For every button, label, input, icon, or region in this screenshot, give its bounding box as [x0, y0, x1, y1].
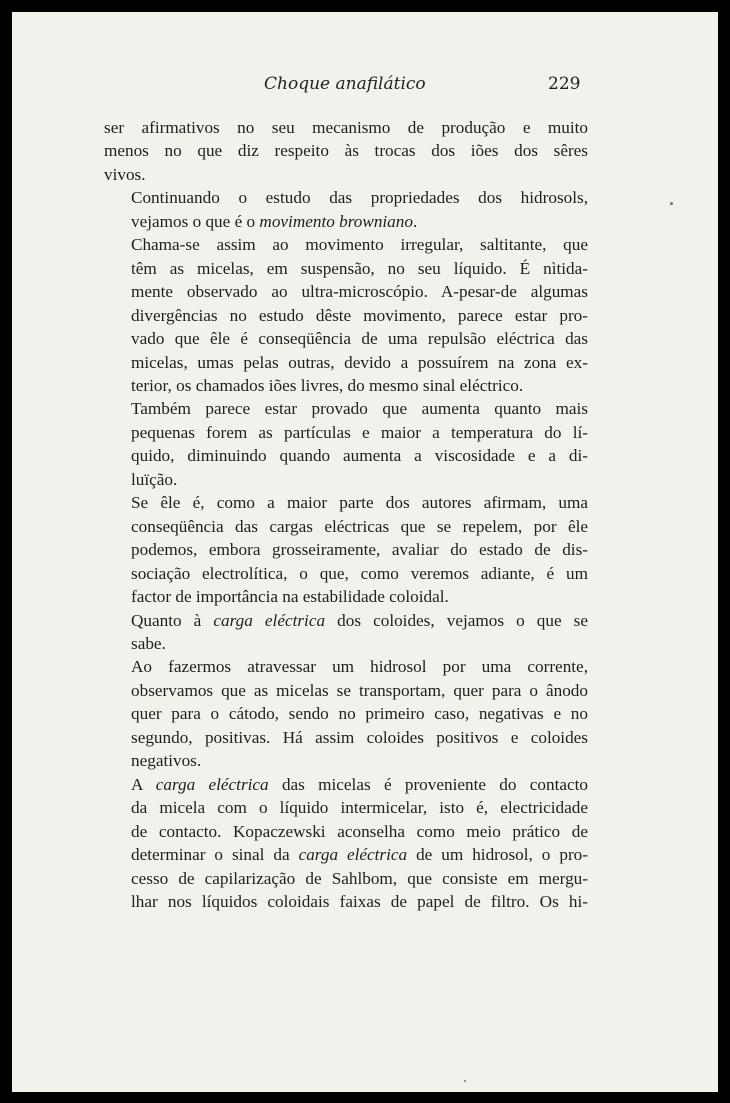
text-line: segundo, positivas. Há assim coloides positivos e coloides: [131, 727, 588, 747]
paragraph: [104, 186, 588, 233]
paragraph: [104, 233, 588, 397]
paragraph: [104, 609, 588, 656]
paragraph: [104, 491, 588, 608]
text-line: lhar nos líquidos coloidais faixas de papel de filtro. Os hi-: [131, 891, 588, 911]
text-line: A carga eléctrica das micelas é proveniente do contacto: [131, 774, 588, 794]
text-line: de contacto. Kopaczewski aconselha como meio prático de: [131, 821, 588, 841]
text-line: terior, os chamados iões livres, do mesmo sinal eléctrico.: [131, 375, 524, 395]
paragraph: [104, 773, 588, 914]
italic-term: carga eléctrica: [213, 610, 326, 630]
text-line: divergências no estudo dêste movimento, parece estar pro-: [131, 305, 588, 325]
text-line: cesso de capilarização de Sahlbom, que consiste em mergu-: [131, 868, 588, 888]
text-line: vejamos o que é o movimento browniano.: [131, 211, 418, 231]
text-line: factor de importância na estabilidade coloidal.: [131, 587, 449, 607]
text-line: quido, diminuindo quando aumenta a viscosidade e a di-: [131, 446, 588, 466]
running-title: Choque anafilático: [264, 74, 426, 94]
text-line: ser afirmativos no seu mecanismo de produção e muito: [104, 118, 588, 137]
text-line: Se êle é, como a maior parte dos autores afirmam, uma: [131, 493, 588, 513]
text-line: sabe.: [131, 633, 166, 653]
text-line: sociação electrolítica, o que, como veremos adiante, é um: [131, 563, 588, 583]
text-line: negativos.: [131, 751, 202, 771]
text-line: observamos que as micelas se transportam, quer para o ânodo: [131, 680, 588, 700]
italic-term: movimento browniano: [259, 211, 413, 231]
italic-term: carga eléctrica: [155, 774, 269, 794]
text-line: menos no que diz respeito às trocas dos iões dos sêres: [104, 141, 588, 161]
paragraph: [104, 116, 588, 186]
text-line: Continuando o estudo das propriedades dos hidrosols,: [131, 188, 588, 208]
text-line: mente observado ao ultra-microscópio. A-pesar-de algumas: [131, 282, 588, 302]
body-text: [104, 116, 588, 913]
paper-speck: [464, 1080, 466, 1082]
text-line: luïção.: [131, 469, 178, 489]
text-line: Também parece estar provado que aumenta quanto mais: [131, 399, 588, 419]
text-line: Ao fazermos atravessar um hidrosol por uma corrente,: [131, 657, 588, 677]
text-line: micelas, umas pelas outras, devido a possuírem na zona ex-: [131, 352, 588, 372]
italic-term: carga eléctrica: [298, 845, 408, 865]
paper-speck: [670, 202, 673, 205]
text-line: pequenas forem as partículas e maior a temperatura do lí-: [131, 422, 588, 442]
page-header: [12, 74, 718, 104]
text-line: vado que êle é conseqüência de uma repulsão eléctrica das: [131, 329, 588, 349]
text-line: conseqüência das cargas eléctricas que se repelem, por êle: [131, 516, 588, 536]
page-number: 229: [548, 74, 581, 94]
text-line: quer para o cátodo, sendo no primeiro caso, negativas e no: [131, 704, 588, 724]
paragraph: [104, 655, 588, 772]
text-line: Chama-se assim ao movimento irregular, saltitante, que: [131, 235, 588, 255]
paragraph: [104, 397, 588, 491]
text-line: vivos.: [104, 164, 146, 184]
text-line: têm as micelas, em suspensão, no seu líquido. É nìtida-: [131, 258, 588, 278]
book-page: [12, 12, 718, 1092]
text-line: determinar o sinal da carga eléctrica de um hidrosol, o pro-: [131, 845, 588, 865]
text-line: Quanto à carga eléctrica dos coloides, vejamos o que se: [131, 610, 588, 630]
text-line: podemos, embora grosseiramente, avaliar do estado de dis-: [131, 540, 588, 560]
text-line: da micela com o líquido intermicelar, isto é, electricidade: [131, 798, 588, 818]
